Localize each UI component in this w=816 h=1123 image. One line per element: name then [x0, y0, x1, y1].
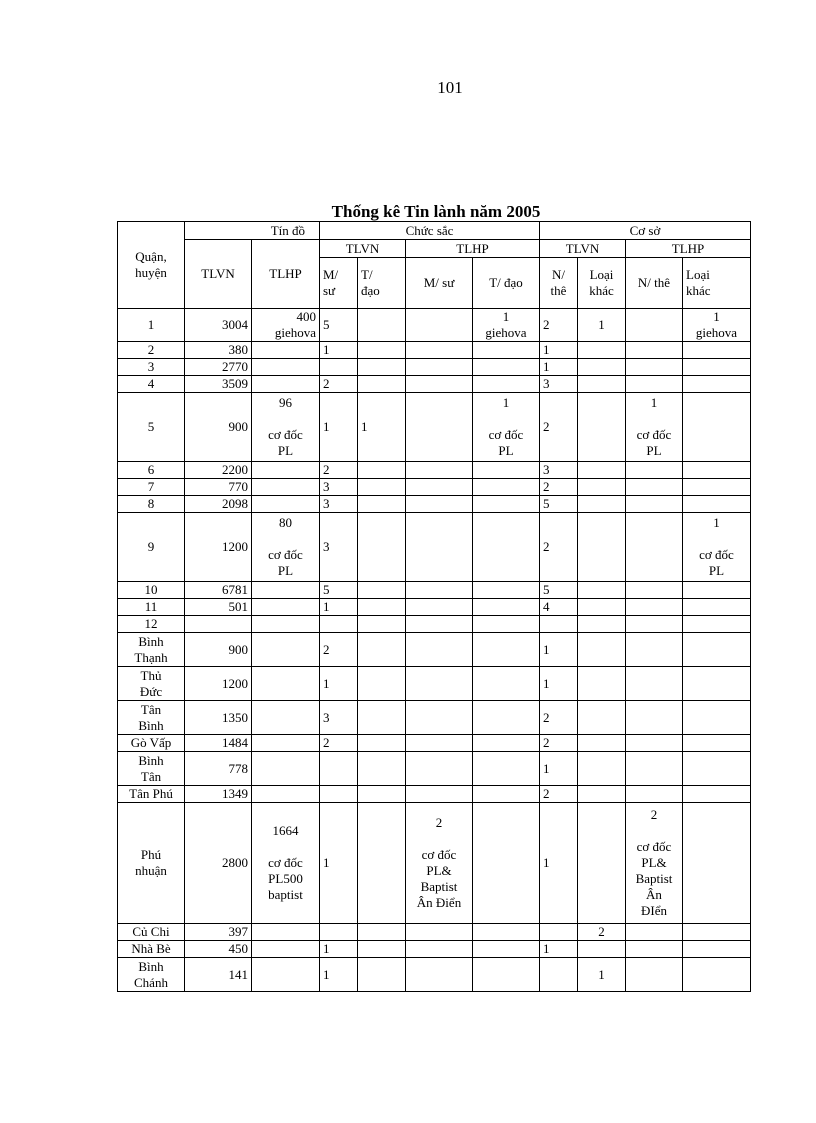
cell-m-su-vn: 5: [320, 309, 358, 342]
cell-tin-do-tlvn: 501: [185, 599, 252, 616]
cell-n-the-hp: [626, 376, 683, 393]
cell-loai-khac-hp: [683, 376, 751, 393]
cell-loai-khac-vn: [578, 633, 626, 667]
cell-tin-do-tlhp: [252, 941, 320, 958]
cell-loai-khac-hp: [683, 924, 751, 941]
cell-n-the-vn: 5: [540, 582, 578, 599]
cell-m-su-hp: [406, 941, 473, 958]
cell-t-dao-vn: [358, 616, 406, 633]
cell-district: 11: [118, 599, 185, 616]
cell-n-the-vn: 4: [540, 599, 578, 616]
cell-m-su-vn: 2: [320, 633, 358, 667]
cell-loai-khac-hp: [683, 616, 751, 633]
cell-loai-khac-hp: [683, 496, 751, 513]
cell-m-su-vn: 3: [320, 479, 358, 496]
cell-t-dao-hp: [473, 342, 540, 359]
cell-m-su-vn: 2: [320, 462, 358, 479]
cell-tin-do-tlhp: 400 giehova: [252, 309, 320, 342]
cell-t-dao-hp: [473, 582, 540, 599]
cell-n-the-vn: 2: [540, 701, 578, 735]
cell-t-dao-hp: [473, 633, 540, 667]
cell-district: 4: [118, 376, 185, 393]
cell-loai-khac-vn: [578, 342, 626, 359]
cell-tin-do-tlhp: [252, 958, 320, 992]
cell-n-the-hp: [626, 786, 683, 803]
header-tin-do-tlhp: TLHP: [252, 240, 320, 309]
cell-district: 6: [118, 462, 185, 479]
cell-m-su-vn: 1: [320, 342, 358, 359]
cell-m-su-hp: [406, 958, 473, 992]
cell-tin-do-tlhp: [252, 359, 320, 376]
cell-t-dao-vn: [358, 462, 406, 479]
cell-tin-do-tlhp: [252, 599, 320, 616]
cell-tin-do-tlvn: 2200: [185, 462, 252, 479]
cell-district: Bình Tân: [118, 752, 185, 786]
header-chuc-sac-tlvn: TLVN: [320, 240, 406, 258]
cell-t-dao-vn: [358, 786, 406, 803]
cell-t-dao-hp: [473, 479, 540, 496]
cell-loai-khac-hp: [683, 479, 751, 496]
cell-loai-khac-vn: [578, 462, 626, 479]
cell-loai-khac-hp: [683, 582, 751, 599]
cell-loai-khac-vn: [578, 667, 626, 701]
cell-m-su-vn: 1: [320, 667, 358, 701]
cell-district: Thủ Đức: [118, 667, 185, 701]
cell-tin-do-tlvn: 6781: [185, 582, 252, 599]
cell-m-su-hp: [406, 479, 473, 496]
header-district: Quận, huyện: [118, 222, 185, 309]
cell-loai-khac-hp: [683, 599, 751, 616]
table-row: [118, 393, 751, 462]
cell-tin-do-tlvn: 770: [185, 479, 252, 496]
cell-tin-do-tlvn: 1484: [185, 735, 252, 752]
table-row: [118, 376, 751, 393]
cell-tin-do-tlvn: 141: [185, 958, 252, 992]
cell-tin-do-tlhp: [252, 616, 320, 633]
cell-loai-khac-vn: [578, 599, 626, 616]
cell-tin-do-tlvn: 2098: [185, 496, 252, 513]
table-row: [118, 342, 751, 359]
cell-tin-do-tlhp: [252, 582, 320, 599]
cell-district: Bình Thạnh: [118, 633, 185, 667]
header-co-so: Cơ sở: [540, 222, 751, 240]
cell-district: Nhà Bè: [118, 941, 185, 958]
cell-n-the-hp: [626, 462, 683, 479]
cell-n-the-hp: [626, 633, 683, 667]
cell-tin-do-tlvn: 900: [185, 393, 252, 462]
cell-t-dao-hp: [473, 924, 540, 941]
cell-t-dao-hp: [473, 735, 540, 752]
cell-n-the-vn: [540, 616, 578, 633]
cell-district: Phú nhuận: [118, 803, 185, 924]
statistics-table: [117, 221, 751, 992]
cell-t-dao-hp: [473, 941, 540, 958]
cell-tin-do-tlvn: 450: [185, 941, 252, 958]
cell-t-dao-vn: [358, 924, 406, 941]
cell-n-the-vn: [540, 924, 578, 941]
cell-t-dao-hp: [473, 701, 540, 735]
cell-tin-do-tlvn: 2770: [185, 359, 252, 376]
header-m-su: M/ sư: [320, 258, 358, 309]
cell-tin-do-tlvn: [185, 616, 252, 633]
cell-n-the-vn: 2: [540, 309, 578, 342]
table-title: Thống kê Tin lành năm 2005: [331, 202, 541, 221]
cell-n-the-hp: [626, 479, 683, 496]
cell-district: 9: [118, 513, 185, 582]
cell-m-su-hp: [406, 599, 473, 616]
cell-m-su-vn: 3: [320, 513, 358, 582]
cell-tin-do-tlhp: 1664 cơ đốc PL500 baptist: [252, 803, 320, 924]
table-row: [118, 496, 751, 513]
cell-m-su-vn: [320, 616, 358, 633]
cell-n-the-hp: [626, 735, 683, 752]
header-tin-do: Tín đồ: [185, 222, 320, 240]
cell-t-dao-vn: [358, 752, 406, 786]
cell-t-dao-vn: [358, 941, 406, 958]
cell-n-the-hp: [626, 958, 683, 992]
cell-m-su-vn: [320, 752, 358, 786]
cell-tin-do-tlvn: 900: [185, 633, 252, 667]
cell-district: Tân Phú: [118, 786, 185, 803]
cell-loai-khac-hp: [683, 735, 751, 752]
cell-m-su-hp: [406, 752, 473, 786]
cell-loai-khac-hp: [683, 786, 751, 803]
cell-m-su-hp: [406, 376, 473, 393]
cell-t-dao-vn: [358, 359, 406, 376]
cell-tin-do-tlvn: 2800: [185, 803, 252, 924]
cell-m-su-vn: 2: [320, 376, 358, 393]
cell-t-dao-vn: [358, 599, 406, 616]
cell-t-dao-vn: [358, 958, 406, 992]
cell-loai-khac-vn: 2: [578, 924, 626, 941]
cell-loai-khac-hp: 1 cơ đốc PL: [683, 513, 751, 582]
cell-m-su-vn: 1: [320, 958, 358, 992]
cell-district: Gò Vấp: [118, 735, 185, 752]
cell-tin-do-tlvn: 778: [185, 752, 252, 786]
cell-tin-do-tlhp: [252, 462, 320, 479]
table-row: [118, 462, 751, 479]
cell-n-the-vn: [540, 958, 578, 992]
table-row: [118, 309, 751, 342]
cell-m-su-hp: [406, 462, 473, 479]
cell-t-dao-hp: [473, 599, 540, 616]
cell-t-dao-vn: [358, 496, 406, 513]
cell-t-dao-hp: [473, 667, 540, 701]
cell-t-dao-vn: [358, 342, 406, 359]
table-row: [118, 803, 751, 924]
cell-loai-khac-hp: [683, 462, 751, 479]
header-n-the: N/ thê: [540, 258, 578, 309]
table-row: [118, 479, 751, 496]
cell-loai-khac-vn: [578, 513, 626, 582]
cell-m-su-hp: [406, 633, 473, 667]
cell-n-the-hp: [626, 309, 683, 342]
cell-n-the-vn: 5: [540, 496, 578, 513]
cell-tin-do-tlhp: [252, 633, 320, 667]
cell-tin-do-tlhp: [252, 376, 320, 393]
cell-tin-do-tlhp: [252, 496, 320, 513]
cell-t-dao-vn: [358, 735, 406, 752]
cell-district: 1: [118, 309, 185, 342]
table-row: [118, 958, 751, 992]
header-m-su-hp: M/ sư: [406, 258, 473, 309]
cell-m-su-hp: [406, 924, 473, 941]
cell-loai-khac-hp: [683, 633, 751, 667]
header-co-so-tlhp: TLHP: [626, 240, 751, 258]
cell-t-dao-hp: 1 cơ đốc PL: [473, 393, 540, 462]
cell-m-su-hp: [406, 309, 473, 342]
cell-loai-khac-vn: [578, 359, 626, 376]
cell-m-su-hp: [406, 616, 473, 633]
cell-t-dao-vn: [358, 633, 406, 667]
cell-n-the-vn: 1: [540, 941, 578, 958]
cell-n-the-vn: 2: [540, 786, 578, 803]
cell-loai-khac-hp: [683, 752, 751, 786]
cell-m-su-hp: [406, 359, 473, 376]
cell-tin-do-tlvn: 3509: [185, 376, 252, 393]
table-row: [118, 786, 751, 803]
cell-m-su-vn: [320, 924, 358, 941]
table-row: [118, 633, 751, 667]
cell-tin-do-tlvn: 380: [185, 342, 252, 359]
cell-t-dao-vn: 1: [358, 393, 406, 462]
header-t-dao: T/ đạo: [358, 258, 406, 309]
cell-loai-khac-vn: [578, 735, 626, 752]
cell-loai-khac-hp: [683, 342, 751, 359]
cell-t-dao-vn: [358, 376, 406, 393]
cell-loai-khac-hp: [683, 958, 751, 992]
cell-loai-khac-hp: [683, 667, 751, 701]
cell-tin-do-tlhp: [252, 786, 320, 803]
cell-m-su-hp: [406, 786, 473, 803]
cell-tin-do-tlvn: 1350: [185, 701, 252, 735]
cell-m-su-vn: 5: [320, 582, 358, 599]
page-number: 101: [437, 78, 463, 97]
cell-tin-do-tlhp: [252, 735, 320, 752]
cell-tin-do-tlhp: 96 cơ đốc PL: [252, 393, 320, 462]
cell-m-su-vn: 2: [320, 735, 358, 752]
cell-m-su-vn: [320, 359, 358, 376]
table-row: [118, 582, 751, 599]
cell-district: 3: [118, 359, 185, 376]
cell-district: 7: [118, 479, 185, 496]
cell-m-su-hp: [406, 342, 473, 359]
cell-t-dao-vn: [358, 479, 406, 496]
cell-t-dao-vn: [358, 667, 406, 701]
cell-n-the-vn: 1: [540, 633, 578, 667]
cell-loai-khac-vn: [578, 376, 626, 393]
table-row: [118, 616, 751, 633]
cell-loai-khac-vn: [578, 941, 626, 958]
cell-n-the-hp: [626, 599, 683, 616]
table-row: [118, 924, 751, 941]
cell-n-the-hp: [626, 667, 683, 701]
cell-tin-do-tlhp: 80 cơ đốc PL: [252, 513, 320, 582]
cell-tin-do-tlvn: 1349: [185, 786, 252, 803]
header-tin-do-tlvn: TLVN: [185, 240, 252, 309]
cell-m-su-hp: [406, 582, 473, 599]
cell-n-the-vn: 2: [540, 513, 578, 582]
cell-district: 8: [118, 496, 185, 513]
cell-t-dao-hp: [473, 786, 540, 803]
cell-n-the-hp: [626, 701, 683, 735]
cell-loai-khac-vn: [578, 701, 626, 735]
cell-t-dao-hp: [473, 752, 540, 786]
cell-m-su-vn: [320, 786, 358, 803]
cell-district: Củ Chi: [118, 924, 185, 941]
cell-t-dao-hp: [473, 359, 540, 376]
cell-n-the-hp: [626, 513, 683, 582]
header-chuc-sac-tlhp: TLHP: [406, 240, 540, 258]
cell-t-dao-vn: [358, 513, 406, 582]
cell-t-dao-hp: [473, 496, 540, 513]
cell-t-dao-hp: [473, 616, 540, 633]
cell-m-su-vn: 3: [320, 496, 358, 513]
cell-n-the-hp: [626, 496, 683, 513]
cell-m-su-vn: 1: [320, 941, 358, 958]
cell-loai-khac-hp: [683, 701, 751, 735]
cell-m-su-vn: 1: [320, 599, 358, 616]
header-t-dao-hp: T/ đạo: [473, 258, 540, 309]
header-loai-khac: Loại khác: [578, 258, 626, 309]
cell-n-the-vn: 2: [540, 393, 578, 462]
cell-n-the-hp: [626, 359, 683, 376]
cell-n-the-hp: 1 cơ đốc PL: [626, 393, 683, 462]
cell-district: 2: [118, 342, 185, 359]
cell-m-su-hp: [406, 393, 473, 462]
cell-district: 12: [118, 616, 185, 633]
cell-m-su-vn: 1: [320, 393, 358, 462]
cell-loai-khac-vn: 1: [578, 309, 626, 342]
cell-m-su-hp: [406, 735, 473, 752]
table-row: [118, 701, 751, 735]
cell-loai-khac-vn: 1: [578, 958, 626, 992]
header-co-so-tlvn: TLVN: [540, 240, 626, 258]
cell-t-dao-hp: [473, 462, 540, 479]
cell-m-su-hp: [406, 513, 473, 582]
cell-loai-khac-hp: 1 giehova: [683, 309, 751, 342]
cell-tin-do-tlhp: [252, 342, 320, 359]
cell-tin-do-tlhp: [252, 924, 320, 941]
cell-tin-do-tlhp: [252, 667, 320, 701]
cell-n-the-hp: 2 cơ đốc PL& Baptist Ân ĐIển: [626, 803, 683, 924]
cell-loai-khac-hp: [683, 803, 751, 924]
cell-loai-khac-hp: [683, 941, 751, 958]
cell-t-dao-hp: 1 giehova: [473, 309, 540, 342]
cell-m-su-hp: 2 cơ đốc PL& Baptist Ân Điển: [406, 803, 473, 924]
table-row: [118, 752, 751, 786]
cell-m-su-vn: 3: [320, 701, 358, 735]
cell-n-the-vn: 1: [540, 803, 578, 924]
cell-tin-do-tlvn: 1200: [185, 513, 252, 582]
table-row: [118, 599, 751, 616]
cell-t-dao-vn: [358, 309, 406, 342]
cell-loai-khac-hp: [683, 359, 751, 376]
cell-tin-do-tlhp: [252, 701, 320, 735]
cell-loai-khac-vn: [578, 803, 626, 924]
header-loai-khac-hp: Loại khác: [683, 258, 751, 309]
cell-district: Tân Bình: [118, 701, 185, 735]
cell-n-the-hp: [626, 342, 683, 359]
cell-t-dao-hp: [473, 376, 540, 393]
cell-loai-khac-vn: [578, 752, 626, 786]
header-chuc-sac: Chức sắc: [320, 222, 540, 240]
cell-n-the-vn: 1: [540, 752, 578, 786]
table-row: [118, 667, 751, 701]
cell-district: Bình Chánh: [118, 958, 185, 992]
cell-tin-do-tlvn: 1200: [185, 667, 252, 701]
cell-n-the-vn: 1: [540, 342, 578, 359]
cell-t-dao-hp: [473, 803, 540, 924]
cell-district: 5: [118, 393, 185, 462]
cell-tin-do-tlvn: 397: [185, 924, 252, 941]
cell-n-the-hp: [626, 616, 683, 633]
cell-tin-do-tlhp: [252, 479, 320, 496]
cell-n-the-hp: [626, 924, 683, 941]
cell-tin-do-tlhp: [252, 752, 320, 786]
table-row: [118, 513, 751, 582]
cell-m-su-vn: 1: [320, 803, 358, 924]
cell-m-su-hp: [406, 667, 473, 701]
cell-loai-khac-hp: [683, 393, 751, 462]
cell-loai-khac-vn: [578, 616, 626, 633]
cell-loai-khac-vn: [578, 393, 626, 462]
header-n-the-hp: N/ thê: [626, 258, 683, 309]
cell-loai-khac-vn: [578, 479, 626, 496]
cell-n-the-vn: 3: [540, 376, 578, 393]
cell-loai-khac-vn: [578, 496, 626, 513]
table-row: [118, 735, 751, 752]
cell-tin-do-tlvn: 3004: [185, 309, 252, 342]
cell-n-the-vn: 1: [540, 667, 578, 701]
cell-n-the-vn: 2: [540, 479, 578, 496]
cell-n-the-vn: 1: [540, 359, 578, 376]
cell-loai-khac-vn: [578, 786, 626, 803]
cell-t-dao-hp: [473, 513, 540, 582]
table-row: [118, 941, 751, 958]
cell-t-dao-vn: [358, 701, 406, 735]
cell-n-the-hp: [626, 752, 683, 786]
cell-t-dao-vn: [358, 803, 406, 924]
cell-loai-khac-vn: [578, 582, 626, 599]
cell-m-su-hp: [406, 496, 473, 513]
cell-n-the-hp: [626, 941, 683, 958]
cell-t-dao-hp: [473, 958, 540, 992]
table-row: [118, 359, 751, 376]
cell-n-the-vn: 2: [540, 735, 578, 752]
cell-n-the-hp: [626, 582, 683, 599]
cell-district: 10: [118, 582, 185, 599]
cell-t-dao-vn: [358, 582, 406, 599]
cell-m-su-hp: [406, 701, 473, 735]
cell-n-the-vn: 3: [540, 462, 578, 479]
